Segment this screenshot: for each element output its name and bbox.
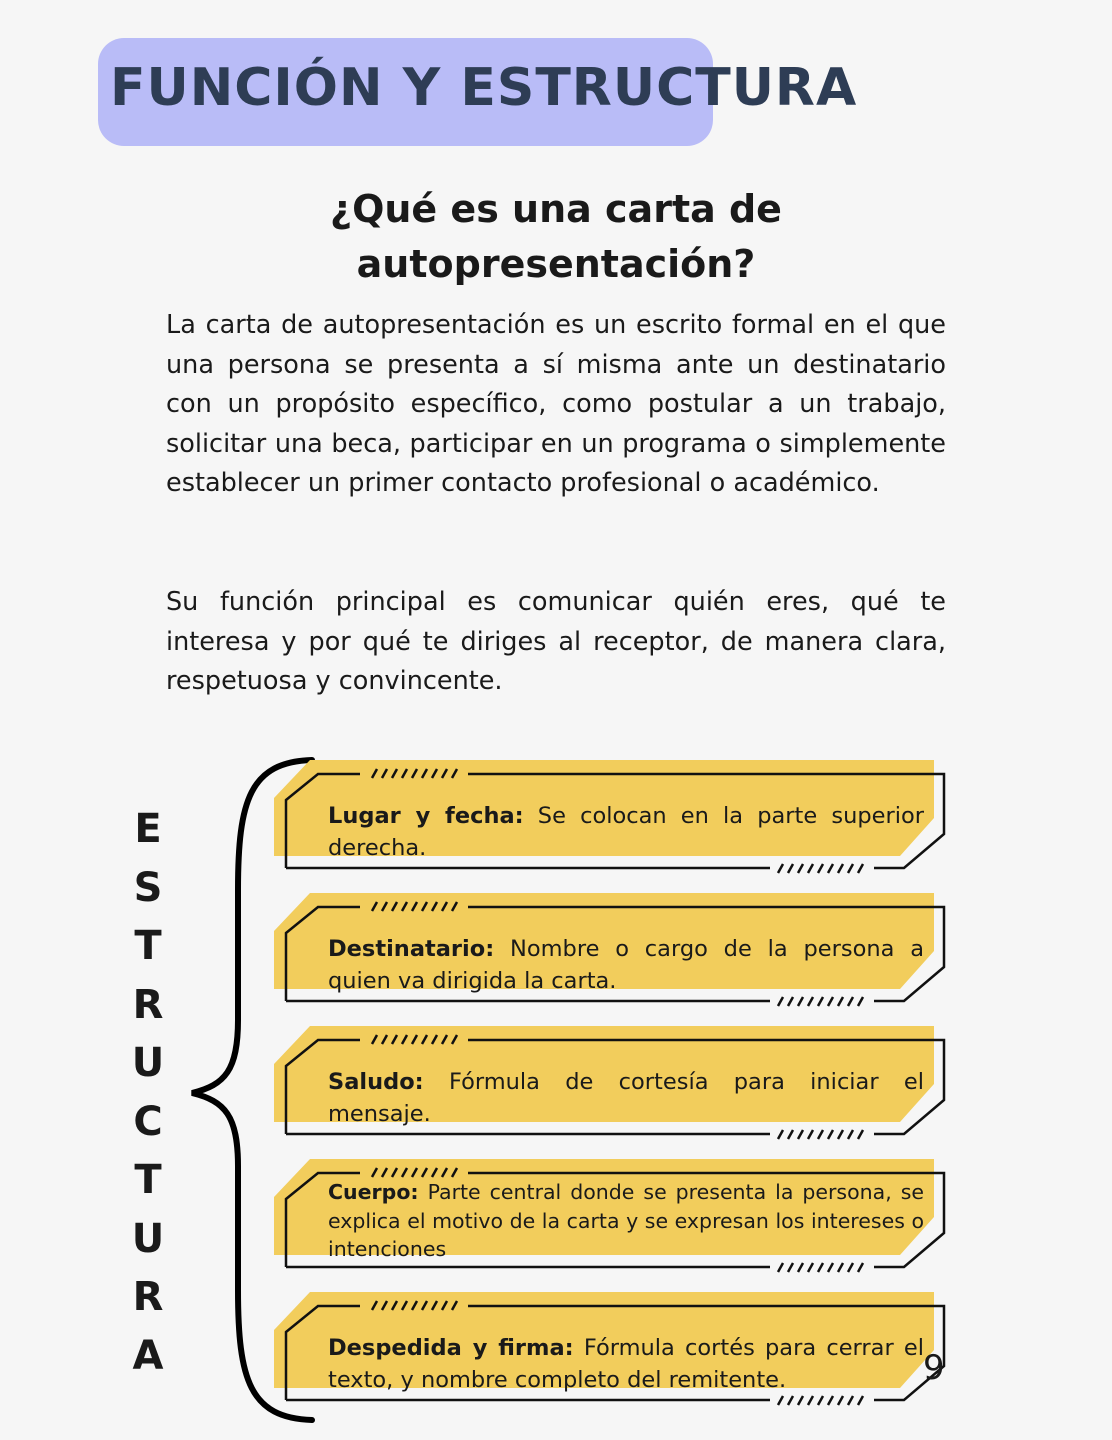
card-term: Despedida y firma: (328, 1335, 574, 1361)
section-question (300, 182, 812, 292)
structure-card-lugar-fecha (270, 758, 950, 878)
page-title: FUNCIÓN Y ESTRUCTURA (110, 58, 858, 118)
card-description: Parte central donde se presenta la persona, se explica el motivo de la carta y se expresan los intereses o intenciones (328, 1180, 924, 1261)
structure-letter: U (131, 1040, 165, 1086)
card-description: Fórmula cortés para cerrar el texto, y nombre completo del remitente. (328, 1335, 924, 1393)
card-term: Destinatario: (328, 936, 495, 962)
structure-letter: A (132, 1332, 164, 1379)
page-number: 9 (923, 1348, 945, 1388)
structure-card-saludo (270, 1024, 950, 1144)
structure-vertical-word (120, 800, 176, 1385)
structure-letter: R (132, 1274, 164, 1320)
structure-letter: T (134, 923, 162, 969)
question-line-2: autopresentación? (356, 242, 756, 286)
structure-letter: E (134, 806, 162, 852)
structure-letter: T (134, 1157, 162, 1203)
card-description: Nombre o cargo de la persona a quien va dirigida la carta. (328, 936, 924, 994)
card-description: Se colocan en la parte superior derecha. (328, 803, 924, 861)
structure-card-despedida-firma (270, 1290, 950, 1410)
structure-letter: U (131, 1215, 165, 1262)
card-term: Lugar y fecha: (328, 803, 524, 829)
card-description: Fórmula de cortesía para iniciar el mensaje. (328, 1069, 924, 1127)
card-term: Saludo: (328, 1069, 424, 1095)
structure-card-destinatario (270, 891, 950, 1011)
function-paragraph: Su función principal es comunicar quién eres, qué te interesa y por qué te diriges al receptor, de manera clara, respetuosa y convincente. (166, 587, 946, 697)
card-term: Cuerpo: (328, 1180, 419, 1204)
structure-letter: C (133, 1098, 163, 1145)
definition-paragraph: La carta de autopresentación es un escrito formal en el que una persona se presenta a sí misma ante un destinatario con un propósito específico, como postular a un trabajo, solicitar una beca, participar en un programa o simplemente establecer un primer contacto profesional o académico. (166, 310, 946, 499)
structure-letter: R (132, 981, 164, 1028)
structure-card-cuerpo (270, 1157, 950, 1277)
question-line-1: ¿Qué es una carta de (330, 187, 782, 231)
structure-letter: S (133, 864, 163, 911)
